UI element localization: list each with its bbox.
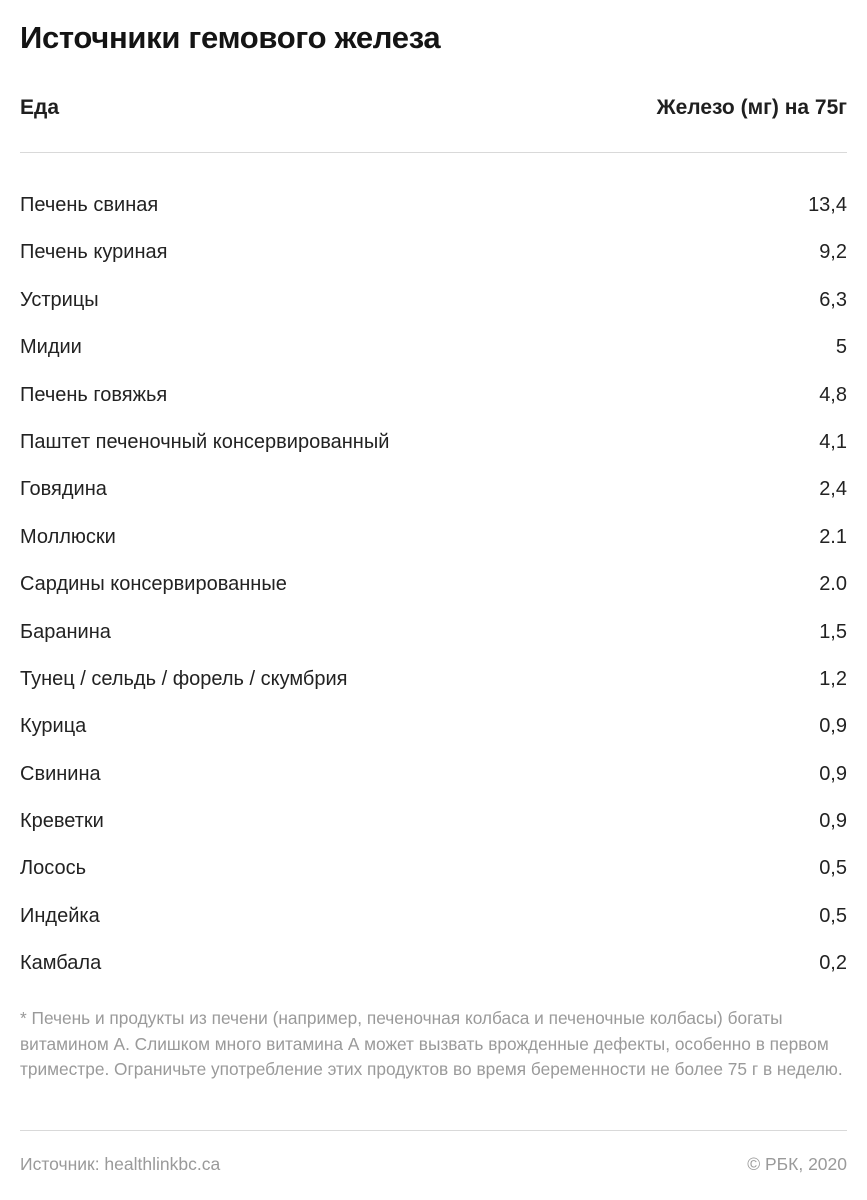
footnote: * Печень и продукты из печени (например, печеночная колбаса и печеночные колбасы) богаты витамином А. Слишком много витамина А может вызвать врожденные дефекты, особенно в первом триместре. Ограничьте употребление этих продуктов во время беременности не более 75 г в неделю.: [20, 1008, 843, 1079]
footer-divider: [20, 1130, 847, 1131]
table-row: [20, 190, 847, 237]
iron-sources-table: [20, 190, 847, 996]
food-name: Креветки: [20, 810, 104, 833]
food-name: Индейка: [20, 904, 100, 927]
food-name: Печень куриная: [20, 241, 168, 264]
food-name: Печень говяжья: [20, 383, 168, 406]
table-row: [20, 285, 847, 332]
iron-value: 2.0: [819, 573, 847, 596]
food-name: Камбала: [20, 952, 102, 975]
iron-value: 2,4: [819, 478, 847, 501]
table-row: [20, 948, 847, 995]
table-row: [20, 711, 847, 758]
iron-value: 0,5: [819, 857, 847, 880]
iron-value: 0,2: [819, 952, 847, 975]
page-title: Источники гемового железа: [20, 20, 441, 55]
table-row: [20, 427, 847, 474]
food-name: Лосось: [20, 857, 87, 880]
table-row: [20, 664, 847, 711]
food-name: Мидии: [20, 336, 82, 359]
header-divider: [20, 152, 847, 153]
table-row: [20, 806, 847, 853]
table-row: [20, 853, 847, 900]
infographic: [20, 0, 847, 1200]
iron-value: 0,5: [819, 904, 847, 927]
food-name: Сардины консервированные: [20, 573, 287, 596]
table-row: [20, 901, 847, 948]
table-header: [20, 96, 847, 128]
food-name: Курица: [20, 715, 87, 738]
footer: [20, 1154, 847, 1180]
food-name: Баранина: [20, 620, 111, 643]
food-name: Печень свиная: [20, 194, 159, 216]
column-header-iron: Железо (мг) на 75г: [656, 96, 847, 119]
table-row: [20, 617, 847, 664]
table-row: [20, 332, 847, 379]
table-row: [20, 759, 847, 806]
column-header-food: Еда: [20, 96, 60, 119]
iron-value: 13,4: [808, 194, 847, 216]
table-row: [20, 380, 847, 427]
copyright-label: © РБК, 2020: [747, 1154, 847, 1174]
food-name: Говядина: [20, 478, 107, 501]
food-name: Тунец / сельдь / форель / скумбрия: [20, 667, 348, 690]
iron-value: 2.1: [819, 525, 847, 548]
iron-value: 0,9: [819, 810, 847, 833]
food-name: Моллюски: [20, 525, 116, 548]
table-row: [20, 569, 847, 616]
iron-value: 0,9: [819, 762, 847, 785]
food-name: Паштет печеночный консервированный: [20, 430, 390, 453]
iron-value: 4,8: [819, 383, 847, 406]
iron-value: 9,2: [819, 241, 847, 264]
table-row: [20, 474, 847, 521]
source-label: Источник: healthlinkbc.ca: [20, 1154, 221, 1174]
iron-value: 1,2: [819, 667, 847, 690]
food-name: Свинина: [20, 762, 101, 785]
iron-value: 0,9: [819, 715, 847, 738]
iron-value: 1,5: [819, 620, 847, 643]
food-name: Устрицы: [20, 288, 99, 311]
iron-value: 5: [835, 336, 847, 359]
iron-value: 6,3: [819, 288, 847, 311]
table-row: [20, 237, 847, 284]
table-row: [20, 522, 847, 569]
iron-value: 4,1: [819, 430, 847, 453]
